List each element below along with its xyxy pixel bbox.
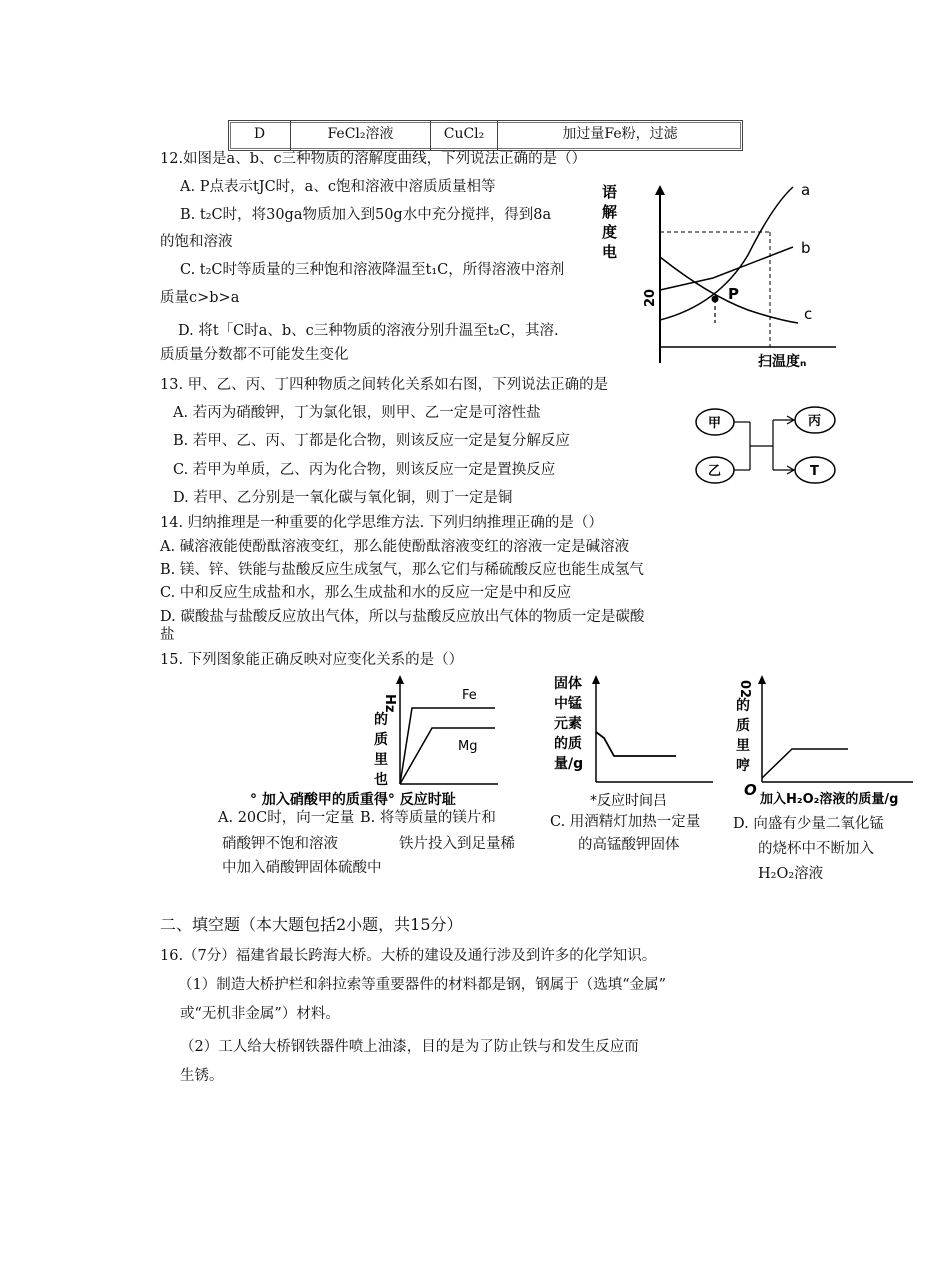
svg-text:的: 的 [374, 712, 388, 728]
q15-graph-a-b [250, 672, 500, 812]
y-tick-20: 20 [643, 288, 658, 307]
table-cell-method: 加过量Fe粉，过滤 [562, 126, 678, 142]
svg-text:也: 也 [374, 772, 388, 788]
q12-option-d-line2: 质质量分数都不可能发生变化 [160, 347, 349, 363]
g1-line-mg [400, 728, 495, 784]
g3-ylabel-top: 02 [737, 680, 752, 699]
g2-ylabel [554, 675, 583, 772]
q15-caption-ab-line3: 中加入硝酸钾固体硫酸中 [222, 860, 382, 876]
q13-option-d: D. 若甲、乙分别是一氧化碳与氧化铜，则丁一定是铜 [173, 490, 513, 506]
q12-stem: 12.如图是a、b、c三种物质的溶解度曲线，下列说法正确的是（） [160, 151, 587, 167]
q15-caption-b-line2: 铁片投入到足量稀 [399, 836, 515, 852]
svg-text:甲: 甲 [708, 416, 722, 431]
svg-text:里: 里 [736, 738, 750, 754]
table-cell-option: D [229, 121, 291, 150]
q12-option-d-line1: D. 将t「C时a、b、c三种物质的溶液分别升温至t₂C，其溶. [178, 323, 559, 339]
svg-text:质: 质 [374, 732, 388, 748]
q16-part2-line2: 生锈。 [180, 1068, 224, 1084]
g1-ylabel-top: Hz [382, 694, 397, 713]
g1-label-fe: Fe [462, 688, 477, 703]
q15-stem: 15. 下列图象能正确反映对应变化关系的是（） [160, 652, 464, 668]
g2-line [596, 732, 676, 756]
curve-a-label: a [801, 181, 811, 199]
point-p-label: P [728, 285, 739, 303]
svg-text:量/g: 量/g [554, 756, 584, 772]
q15-caption-c-line2: 的高锰酸钾固体 [578, 837, 680, 853]
y-axis-label [602, 183, 617, 261]
g1-label-mg: Mg [458, 739, 478, 754]
svg-text:T: T [810, 464, 819, 479]
g1-xlabel: ° 加入硝酸甲的质重得° 反应时耻 [250, 792, 456, 808]
svg-text:丙: 丙 [808, 414, 822, 429]
q12-option-a: A. P点表示tJC时，a、c饱和溶液中溶质质量相等 [180, 179, 496, 195]
q15-caption-a-line2: 硝酸钾不饱和溶液 [222, 836, 338, 852]
q14-option-c: C. 中和反应生成盐和水，那么生成盐和水的反应一定是中和反应 [160, 585, 572, 601]
q15-graph-d [728, 672, 918, 812]
q13-option-a: A. 若丙为硝酸钾，丁为氯化银，则甲、乙一定是可溶性盐 [173, 405, 541, 421]
q14-option-b: B. 镁、锌、铁能与盐酸反应生成氢气，那么它们与稀硫酸反应也能生成氢气 [160, 562, 644, 578]
g1-ylabel [373, 711, 388, 788]
svg-text:元素: 元素 [554, 716, 582, 732]
q16-stem: 16.（7分）福建省最长跨海大桥。大桥的建设及通行涉及到许多的化学知识。 [160, 948, 657, 964]
q12-option-b-line2: 的饱和溶液 [160, 234, 233, 250]
q15-caption-a-line1: A. 20C时，向一定量 [218, 810, 355, 826]
g3-y-arrow [758, 675, 766, 684]
q14-stem: 14. 归纳推理是一种重要的化学思维方法. 下列归纳推理正确的是（） [160, 515, 603, 531]
q12-option-c-line2: 质量c>b>a [160, 290, 240, 306]
point-p [712, 296, 719, 303]
svg-text:里: 里 [374, 752, 388, 768]
g3-origin: O [744, 781, 757, 799]
svg-text:哼: 哼 [736, 758, 750, 774]
q15-caption-d-line3: H₂O₂溶液 [758, 866, 824, 882]
table-cell-impurity: CuCl₂ [431, 121, 498, 150]
q14-option-a: A. 碱溶液能使酚酞溶液变红，那么能使酚酞溶液变红的溶液一定是碱溶液 [160, 539, 630, 555]
g2-xlabel: *反应时间吕 [590, 793, 667, 809]
q12-option-c-line1: C. t₂C时等质量的三种饱和溶液降温至t₁C，所得溶液中溶剂 [180, 262, 565, 278]
q14-option-d-line2: 盐 [160, 627, 175, 643]
g3-ylabel [736, 697, 750, 774]
answer-table-row [228, 120, 743, 151]
q14-option-d-line1: D. 碳酸盐与盐酸反应放出气体，所以与盐酸反应放出气体的物质一定是碳酸 [160, 609, 645, 625]
g1-y-arrow [396, 675, 404, 684]
svg-text:电: 电 [602, 243, 618, 261]
y-axis-arrow [655, 185, 665, 195]
q16-part2-line1: （2）工人给大桥钢铁器件喷上油漆，目的是为了防止铁与和发生反应而 [180, 1039, 639, 1055]
q16-part1-line1: （1）制造大桥护栏和斜拉索等重要器件的材料都是钢，钢属于（选填“金属” [178, 977, 667, 993]
q15-caption-c-line1: C. 用酒精灯加热一定量 [550, 814, 701, 830]
svg-text:的质: 的质 [554, 736, 582, 752]
q15-caption-b-line1: B. 将等质量的镁片和 [360, 810, 496, 826]
svg-text:解: 解 [602, 203, 618, 221]
svg-text:语: 语 [602, 183, 618, 201]
curve-c-label: c [804, 305, 813, 323]
svg-text:的: 的 [736, 698, 750, 714]
g3-line [762, 749, 848, 778]
solubility-curve-graph [598, 175, 850, 375]
q15-caption-d-line1: D. 向盛有少量二氧化锰 [733, 816, 884, 832]
svg-text:度: 度 [602, 223, 618, 241]
svg-text:乙: 乙 [708, 464, 722, 479]
q16-part1-line2: 或“无机非金属”）材料。 [180, 1006, 340, 1022]
q13-stem: 13. 甲、乙、丙、丁四种物质之间转化关系如右图，下列说法正确的是 [160, 377, 609, 393]
connector-lines [734, 420, 793, 470]
q13-option-b: B. 若甲、乙、丙、丁都是化合物，则该反应一定是复分解反应 [173, 433, 570, 449]
table-cell-substance: FeCl₂溶液 [291, 121, 431, 150]
g2-y-arrow [592, 675, 600, 684]
g1-line-fe [400, 708, 495, 784]
q15-caption-d-line2: 的烧杯中不断加入 [758, 841, 874, 857]
q12-option-b-line1: B. t₂C时，将30ga物质加入到50g水中充分搅拌，得到8a [180, 207, 552, 223]
x-axis-label: 扫温度ₙ [758, 354, 807, 370]
q13-option-c: C. 若甲为单质，乙、丙为化合物，则该反应一定是置换反应 [173, 462, 556, 478]
curve-b-label: b [801, 239, 811, 257]
section-2-heading: 二、填空题（本大题包括2小题，共15分） [160, 915, 463, 934]
q15-graph-c [548, 672, 718, 812]
svg-text:中锰: 中锰 [554, 696, 582, 712]
svg-text:固体: 固体 [554, 676, 582, 692]
conversion-diagram [695, 400, 843, 490]
g3-xlabel: 加入H₂O₂溶液的质量/g [760, 792, 899, 807]
svg-text:质: 质 [736, 718, 750, 734]
